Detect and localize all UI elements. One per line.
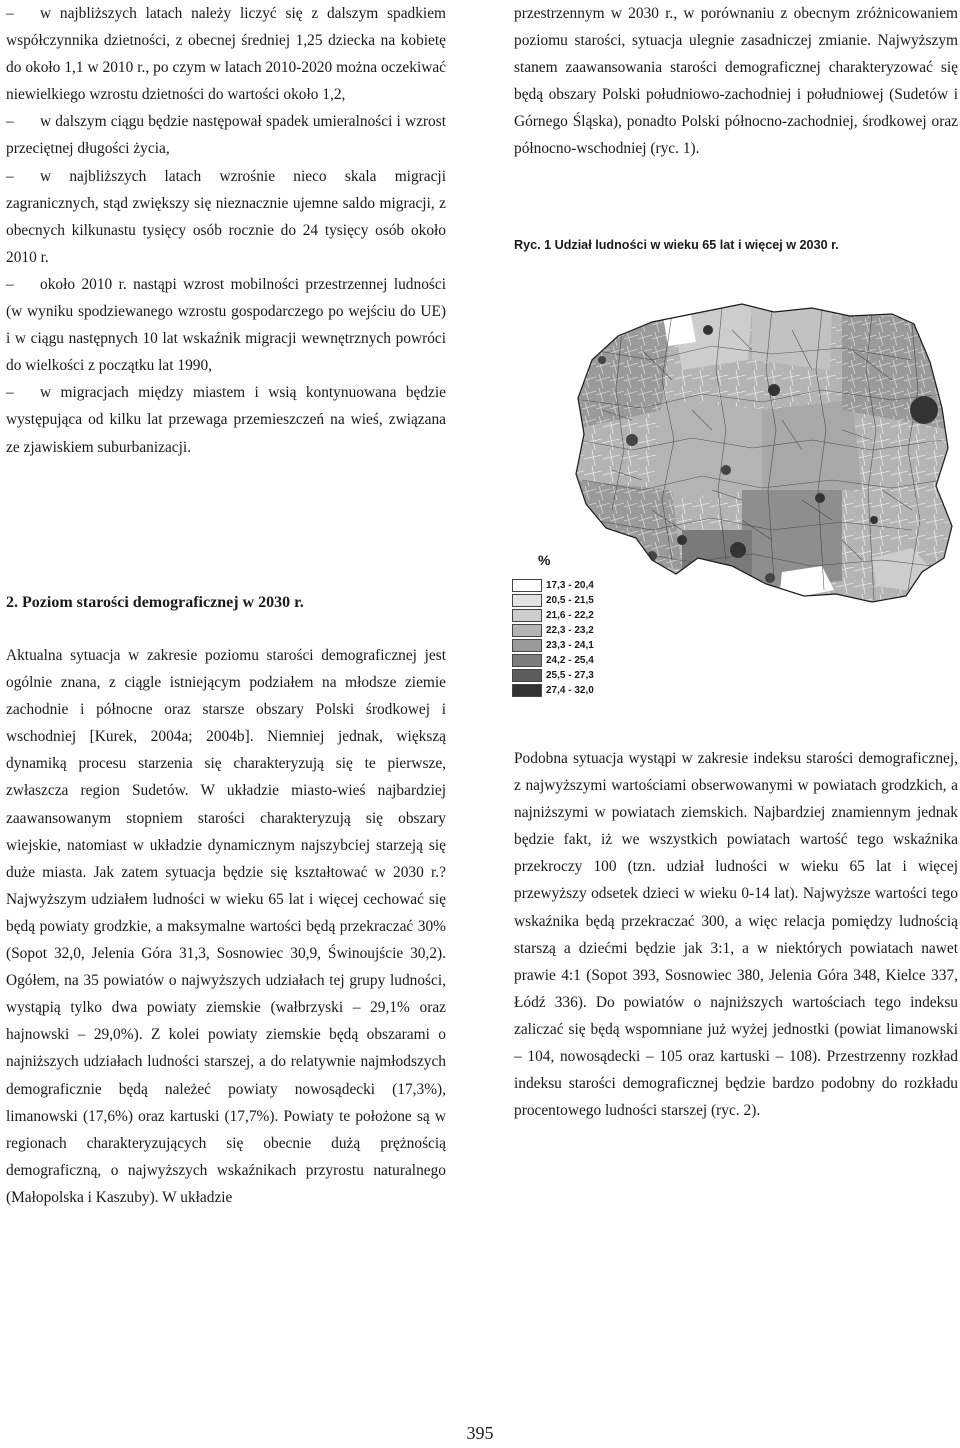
bullet-item: – w migracjach między miastem i wsią kontynuowana będzie występująca od kilku lat przewaga przemieszczeń na wieś, związana ze zjawiskiem suburbanizacji. — [6, 379, 446, 460]
right-column-bottom — [514, 745, 958, 1124]
bullet-item: – w najbliższych latach wzrośnie nieco skala migracji zagranicznych, stąd zwiększy się nieznacznie ujemne saldo migracji, z obecnych kilkunastu tysięcy osób rocznie do 24 tysięcy osób około 2010 r. — [6, 163, 446, 271]
legend-label: 23,3 - 24,1 — [546, 640, 594, 651]
bullet-item: – w dalszym ciągu będzie następował spadek umieralności i wzrost przeciętnej długości życia, — [6, 108, 446, 162]
legend-item — [512, 668, 632, 683]
legend-label: 27,4 - 32,0 — [546, 685, 594, 696]
figure-caption: Ryc. 1 Udział ludności w wieku 65 lat i więcej w 2030 r. — [514, 238, 839, 252]
bullet-list — [6, 0, 446, 461]
left-column-body — [6, 642, 446, 1211]
legend-label: 25,5 - 27,3 — [546, 670, 594, 681]
legend-swatch — [512, 609, 542, 622]
page-number: 395 — [466, 1423, 494, 1443]
legend-label: 17,3 - 20,4 — [546, 580, 594, 591]
legend-swatch — [512, 654, 542, 667]
section-heading: 2. Poziom starości demograficznej w 2030 r. — [6, 594, 304, 611]
legend-swatch — [512, 594, 542, 607]
legend-item — [512, 623, 632, 638]
right-column-top — [514, 0, 958, 163]
legend-label: 21,6 - 22,2 — [546, 610, 594, 621]
legend-swatch — [512, 624, 542, 637]
body-paragraph: przestrzennym w 2030 r., w porównaniu z obecnym zróżnicowaniem poziomu starości, sytuacja ulegnie zasadniczej zmianie. Najwyższym stanem zaawansowania starości demograficznej charakteryzować się będą obszary Polski południowo-zachodniej i południowej (Sudetów i Górnego Śląska), ponadto Polski północno-zachodniej, środkowej oraz północno-wschodniej (ryc. 1). — [514, 5, 958, 158]
bullet-item: – około 2010 r. nastąpi wzrost mobilności przestrzennej ludności (w wyniku spodziewanego wzrostu gospodarczego po wejściu do UE) i w ciągu następnych 10 lat wskaźnik migracji wewnętrznych powróci do wielkości z początku lat 1990, — [6, 271, 446, 379]
body-paragraph: Aktualna sytuacja w zakresie poziomu starości demograficznej jest ogólnie znana, z ciągle istniejącym podziałem na młodsze ziemie zachodnie i północne oraz starsze obszary Polski środkowej i wschodniej [Kurek, 2004a; 2004b]. Niemniej jednak, większą dynamiką procesu starzenia się charakteryzują się te pierwsze, zwłaszcza region Sudetów. W układzie miasto-wieś najbardziej zaawansowanym stopniem starości charakteryzują się obszary wiejskie, natomiast w układzie dynamicznym najszybciej starzeją się duże miasta. Jak zatem sytuacja będzie się kształtować w 2030 r.? Najwyższym udziałem ludności w wieku 65 lat i więcej cechować się będą powiaty grodzkie, a maksymalne wartości będą przekraczać 30% (Sopot 32,0, Jelenia Góra 31,3, Sosnowiec 30,9, Świnoujście 30,2). Ogółem, na 35 powiatów o najwyższych udziałach tej grupy ludności, wystąpią tylko dwa powiaty ziemskie (wałbrzyski – 29,1% oraz hajnowski – 29,0%). Z kolei powiaty ziemskie będą obszarami o najniższych udziałach ludności starszej, a do relatywnie najmłodszych demograficznie będą należeć powiaty nowosądecki (17,3%), limanowski (17,6%) oraz kartuski (17,7%). Powiaty te położone są w regionach charakteryzujących się obecnie dużą prężnością demograficzną, o najwyższych wskaźnikach przyrostu naturalnego (Małopolska i Kaszuby). W układzie — [6, 647, 446, 1206]
legend-item — [512, 608, 632, 623]
legend-swatch — [512, 639, 542, 652]
legend-item — [512, 638, 632, 653]
legend-item — [512, 593, 632, 608]
legend-label: 24,2 - 25,4 — [546, 655, 594, 666]
legend-label: 20,5 - 21,5 — [546, 595, 594, 606]
legend-item — [512, 578, 632, 593]
legend-swatch — [512, 669, 542, 682]
bullet-item: – w najbliższych latach należy liczyć się z dalszym spadkiem współczynnika dzietności, z obecnej średniej 1,25 dziecka na kobietę do około 1,1 w 2010 r., po czym w latach 2010-2020 można oczekiwać niewielkiego wzrostu dzietności do wartości około 1,2, — [6, 0, 446, 108]
legend-item — [512, 653, 632, 668]
legend-swatch — [512, 579, 542, 592]
legend-unit: % — [538, 552, 551, 568]
legend-label: 22,3 - 23,2 — [546, 625, 594, 636]
map-legend — [512, 578, 632, 698]
legend-item — [512, 683, 632, 698]
left-column — [6, 0, 446, 461]
body-paragraph: Podobna sytuacja wystąpi w zakresie indeksu starości demograficznej, z najwyższymi wartościami obserwowanymi w powiatach grodzkich, a najniższymi w powiatach ziemskich. Najbardziej znamiennym jednak będzie fakt, iż we wszystkich powiatach wartość tego wskaźnika przekroczy 100 (tzn. udział ludności w wieku 65 lat i więcej przewyższy odsetek dzieci w wieku 0-14 lat). Najwyższe wartości tego wskaźnika będą przekraczać 300, a więc relacja pomiędzy ludnością starszą a dziećmi będzie jak 3:1, a w niektórych powiatach nawet prawie 4:1 (Sopot 393, Sosnowiec 380, Jelenia Góra 348, Kielce 337, Łódź 336). Do powiatów o najniższych wartościach tego indeksu zaliczać się będą wspomniane już wyżej jednostki (powiat limanowski – 104, nowosądecki – 105 oraz kartuski – 108). Przestrzenny rozkład indeksu starości demograficznej będzie bardzo podobny do rozkładu procentowego ludności starszej (ryc. 2). — [514, 750, 958, 1120]
legend-swatch — [512, 684, 542, 697]
